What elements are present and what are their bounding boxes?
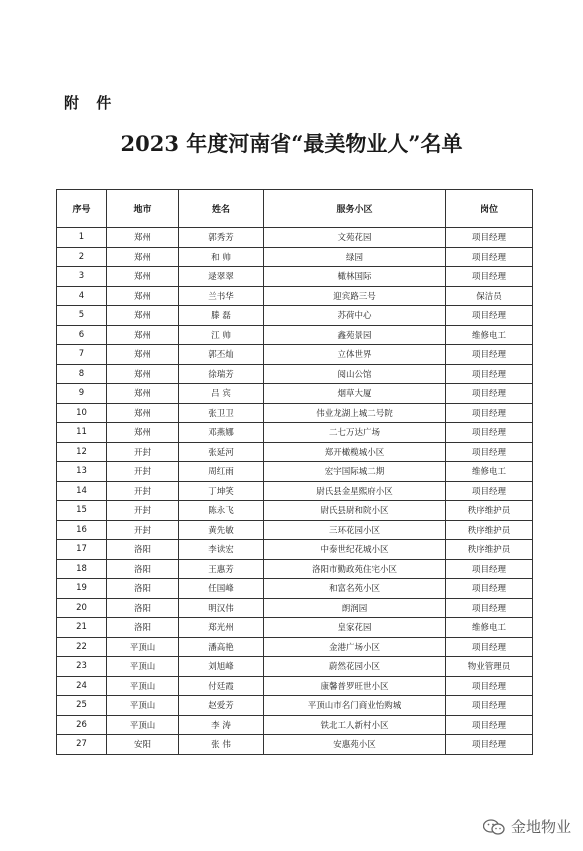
cell-community: 阅山公馆 (264, 364, 446, 384)
table-row (57, 462, 533, 482)
cell-position: 维修电工 (446, 462, 533, 482)
cell-index: 6 (57, 325, 107, 345)
cell-community: 郑开橄榄城小区 (264, 442, 446, 462)
cell-name: 郭丕灿 (179, 345, 264, 365)
cell-position: 项目经理 (446, 228, 533, 248)
cell-index: 4 (57, 286, 107, 306)
table-row (57, 345, 533, 365)
cell-city: 洛阳 (107, 579, 179, 599)
cell-name: 兰书华 (179, 286, 264, 306)
cell-index: 5 (57, 306, 107, 326)
cell-city: 洛阳 (107, 598, 179, 618)
cell-position: 项目经理 (446, 403, 533, 423)
cell-position: 项目经理 (446, 247, 533, 267)
cell-name: 和 帅 (179, 247, 264, 267)
table-row (57, 520, 533, 540)
cell-city: 安阳 (107, 735, 179, 755)
cell-city: 开封 (107, 501, 179, 521)
cell-name: 周红雨 (179, 462, 264, 482)
cell-city: 洛阳 (107, 559, 179, 579)
cell-city: 开封 (107, 520, 179, 540)
table-row (57, 676, 533, 696)
cell-city: 郑州 (107, 384, 179, 404)
cell-index: 14 (57, 481, 107, 501)
cell-city: 郑州 (107, 423, 179, 443)
table-row (57, 657, 533, 677)
cell-index: 2 (57, 247, 107, 267)
cell-community: 安惠苑小区 (264, 735, 446, 755)
cell-name: 王惠芳 (179, 559, 264, 579)
cell-community: 绿园 (264, 247, 446, 267)
table-row (57, 715, 533, 735)
cell-city: 平顶山 (107, 715, 179, 735)
cell-community: 鑫苑景园 (264, 325, 446, 345)
cell-position: 项目经理 (446, 637, 533, 657)
table-row (57, 696, 533, 716)
cell-index: 1 (57, 228, 107, 248)
cell-index: 3 (57, 267, 107, 287)
cell-city: 郑州 (107, 345, 179, 365)
table-row (57, 286, 533, 306)
cell-name: 张卫卫 (179, 403, 264, 423)
cell-community: 宏宇国际城二期 (264, 462, 446, 482)
annex-label: 附 件 (64, 94, 118, 112)
cell-index: 20 (57, 598, 107, 618)
table-row (57, 306, 533, 326)
cell-position: 项目经理 (446, 384, 533, 404)
cell-index: 24 (57, 676, 107, 696)
cell-position: 秩序维护员 (446, 501, 533, 521)
cell-city: 开封 (107, 442, 179, 462)
cell-community: 平顶山市名门商业怡购城 (264, 696, 446, 716)
cell-community: 金港广场小区 (264, 637, 446, 657)
table-row (57, 598, 533, 618)
cell-community: 烟草大厦 (264, 384, 446, 404)
table-row (57, 384, 533, 404)
cell-name: 李 涛 (179, 715, 264, 735)
cell-position: 项目经理 (446, 676, 533, 696)
table-row (57, 559, 533, 579)
cell-city: 平顶山 (107, 676, 179, 696)
cell-city: 郑州 (107, 403, 179, 423)
watermark (483, 816, 571, 837)
table-row (57, 735, 533, 755)
cell-name: 黄先敏 (179, 520, 264, 540)
table-row (57, 403, 533, 423)
cell-city: 洛阳 (107, 540, 179, 560)
cell-city: 郑州 (107, 364, 179, 384)
cell-index: 7 (57, 345, 107, 365)
cell-community: 皇家花园 (264, 618, 446, 638)
wechat-icon (483, 819, 505, 835)
cell-city: 洛阳 (107, 618, 179, 638)
cell-community: 尉氏县金星熙府小区 (264, 481, 446, 501)
table-row (57, 364, 533, 384)
cell-community: 橄林国际 (264, 267, 446, 287)
cell-name: 赵爱芳 (179, 696, 264, 716)
cell-name: 任国峰 (179, 579, 264, 599)
table-row (57, 540, 533, 560)
table-row (57, 228, 533, 248)
cell-city: 郑州 (107, 286, 179, 306)
cell-position: 项目经理 (446, 735, 533, 755)
cell-position: 项目经理 (446, 559, 533, 579)
cell-index: 26 (57, 715, 107, 735)
cell-name: 张 伟 (179, 735, 264, 755)
cell-community: 迎宾路三号 (264, 286, 446, 306)
cell-community: 朗润园 (264, 598, 446, 618)
table-body (57, 228, 533, 755)
cell-community: 尉氏县尉和院小区 (264, 501, 446, 521)
cell-city: 平顶山 (107, 696, 179, 716)
cell-name: 李读宏 (179, 540, 264, 560)
cell-city: 开封 (107, 481, 179, 501)
table-row (57, 481, 533, 501)
cell-city: 郑州 (107, 247, 179, 267)
cell-index: 13 (57, 462, 107, 482)
cell-community: 康馨普罗旺世小区 (264, 676, 446, 696)
roster-table (56, 189, 533, 755)
cell-name: 邓燕娜 (179, 423, 264, 443)
cell-position: 项目经理 (446, 481, 533, 501)
column-header-community: 服务小区 (264, 190, 446, 228)
cell-index: 11 (57, 423, 107, 443)
cell-index: 17 (57, 540, 107, 560)
cell-community: 伟业龙湖上城二号院 (264, 403, 446, 423)
page-title: 2023 年度河南省“最美物业人”名单 (120, 131, 463, 156)
column-header-city: 地市 (107, 190, 179, 228)
table-row (57, 618, 533, 638)
cell-index: 22 (57, 637, 107, 657)
table-row (57, 423, 533, 443)
cell-community: 三环花园小区 (264, 520, 446, 540)
table-row (57, 579, 533, 599)
cell-position: 项目经理 (446, 715, 533, 735)
cell-index: 12 (57, 442, 107, 462)
table-row (57, 247, 533, 267)
cell-name: 滕 磊 (179, 306, 264, 326)
cell-index: 9 (57, 384, 107, 404)
column-header-position: 岗位 (446, 190, 533, 228)
cell-community: 苏荷中心 (264, 306, 446, 326)
column-header-index: 序号 (57, 190, 107, 228)
cell-position: 项目经理 (446, 364, 533, 384)
table-row (57, 325, 533, 345)
cell-community: 蔚然花园小区 (264, 657, 446, 677)
cell-city: 郑州 (107, 267, 179, 287)
cell-name: 付廷霞 (179, 676, 264, 696)
cell-index: 18 (57, 559, 107, 579)
cell-position: 秩序维护员 (446, 520, 533, 540)
cell-name: 徐瑞芳 (179, 364, 264, 384)
cell-position: 项目经理 (446, 598, 533, 618)
cell-name: 陈永飞 (179, 501, 264, 521)
watermark-text: 金地物业 (510, 818, 571, 836)
cell-city: 郑州 (107, 306, 179, 326)
cell-position: 维修电工 (446, 618, 533, 638)
cell-city: 郑州 (107, 325, 179, 345)
cell-position: 秩序维护员 (446, 540, 533, 560)
cell-position: 物业管理员 (446, 657, 533, 677)
cell-name: 吕 宾 (179, 384, 264, 404)
table-row (57, 267, 533, 287)
cell-index: 21 (57, 618, 107, 638)
cell-position: 项目经理 (446, 696, 533, 716)
cell-index: 15 (57, 501, 107, 521)
cell-community: 洛阳市勤政苑住宅小区 (264, 559, 446, 579)
cell-position: 保洁员 (446, 286, 533, 306)
cell-city: 开封 (107, 462, 179, 482)
cell-community: 文苑花园 (264, 228, 446, 248)
cell-community: 二七万达广场 (264, 423, 446, 443)
cell-city: 郑州 (107, 228, 179, 248)
table-header-row (57, 190, 533, 228)
cell-community: 立体世界 (264, 345, 446, 365)
cell-name: 张延河 (179, 442, 264, 462)
cell-name: 江 帅 (179, 325, 264, 345)
cell-index: 25 (57, 696, 107, 716)
cell-position: 项目经理 (446, 267, 533, 287)
cell-name: 刘旭峰 (179, 657, 264, 677)
cell-name: 明汉伟 (179, 598, 264, 618)
cell-index: 27 (57, 735, 107, 755)
cell-position: 项目经理 (446, 423, 533, 443)
cell-name: 逯翠翠 (179, 267, 264, 287)
column-header-name: 姓名 (179, 190, 264, 228)
cell-index: 16 (57, 520, 107, 540)
cell-community: 铁北工人新村小区 (264, 715, 446, 735)
cell-name: 郑光州 (179, 618, 264, 638)
cell-index: 8 (57, 364, 107, 384)
cell-index: 23 (57, 657, 107, 677)
cell-position: 项目经理 (446, 579, 533, 599)
cell-community: 中泰世纪花城小区 (264, 540, 446, 560)
cell-name: 郭秀芳 (179, 228, 264, 248)
cell-position: 项目经理 (446, 306, 533, 326)
cell-position: 项目经理 (446, 442, 533, 462)
cell-index: 10 (57, 403, 107, 423)
cell-position: 维修电工 (446, 325, 533, 345)
cell-name: 潘高艳 (179, 637, 264, 657)
cell-index: 19 (57, 579, 107, 599)
cell-name: 丁坤笑 (179, 481, 264, 501)
cell-city: 平顶山 (107, 657, 179, 677)
table-row (57, 442, 533, 462)
table-row (57, 637, 533, 657)
cell-city: 平顶山 (107, 637, 179, 657)
cell-position: 项目经理 (446, 345, 533, 365)
table-row (57, 501, 533, 521)
cell-community: 和富名苑小区 (264, 579, 446, 599)
